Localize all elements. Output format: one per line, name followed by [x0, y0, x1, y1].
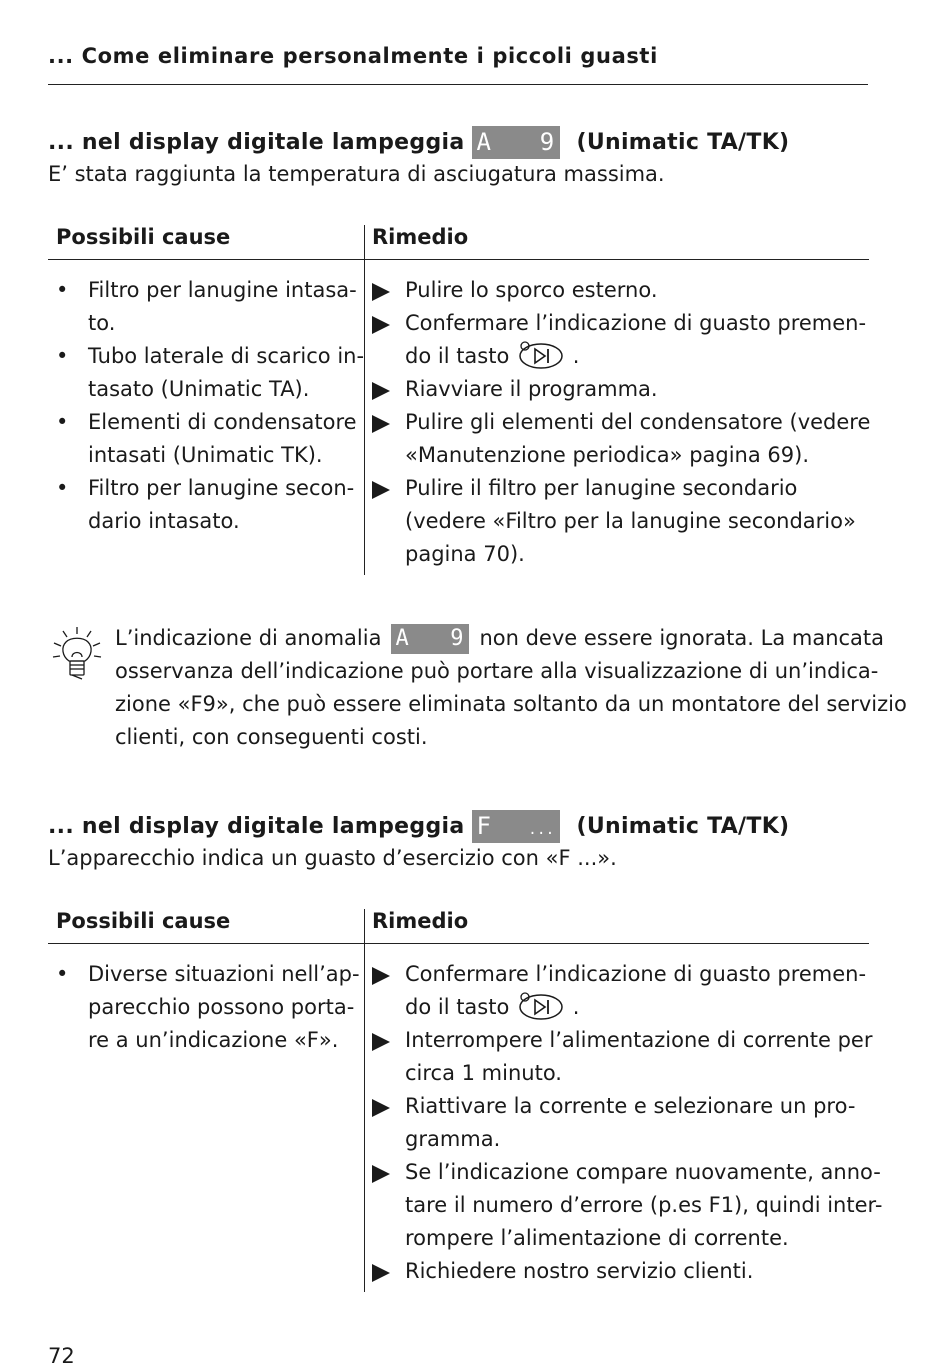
section1-model: (Unimatic TA/TK)	[576, 130, 790, 155]
lcd-right-char: 9	[450, 626, 464, 651]
remedy-line: Riattivare la corrente e selezionare un pro-	[405, 1094, 856, 1118]
remedy-line: Pulire gli elementi del condensatore (vedere	[405, 410, 871, 434]
arrow-bullet-icon	[372, 1165, 390, 1183]
remedy-line: Riavviare il programma.	[405, 377, 658, 401]
arrow-bullet-icon	[372, 382, 390, 400]
section2-intro: L’apparecchio indica un guasto d’esercizio con «F ...».	[48, 846, 617, 870]
start-pause-key-icon	[518, 992, 564, 1020]
page-title: ... Come eliminare personalmente i piccoli guasti	[48, 44, 658, 68]
section2-heading	[48, 810, 789, 843]
tip-line: zione «F9», che può essere eliminata soltanto da un montatore del servizio	[115, 692, 907, 716]
cause-line: tasato (Unimatic TA).	[88, 377, 310, 401]
lcd-left-char: F	[476, 812, 492, 840]
remedy-line: do il tasto	[405, 995, 510, 1019]
lcd-display-a9	[391, 624, 469, 654]
start-pause-key-icon	[518, 341, 564, 369]
section1-table-rule	[48, 259, 869, 260]
bullet-icon: •	[56, 962, 69, 986]
section1-heading-text: ... nel display digitale lampeggia	[48, 130, 465, 155]
remedy-line: .	[572, 995, 580, 1019]
remedy-line: do il tasto	[405, 344, 510, 368]
lcd-left-char: A	[476, 128, 492, 156]
cause-line: intasati (Unimatic TK).	[88, 443, 323, 467]
remedy-line: Pulire il filtro per lanugine secondario	[405, 476, 798, 500]
section2-heading-text: ... nel display digitale lampeggia	[48, 814, 465, 839]
cause-line: Filtro per lanugine secon-	[88, 476, 355, 500]
tip-text	[115, 622, 907, 754]
cause-line: dario intasato.	[88, 509, 240, 533]
cause-line: Elementi di condensatore	[88, 410, 357, 434]
remedy-line: .	[572, 344, 580, 368]
arrow-bullet-icon	[372, 1099, 390, 1117]
arrow-bullet-icon	[372, 415, 390, 433]
remedy-line: Pulire lo sporco esterno.	[405, 278, 658, 302]
arrow-bullet-icon	[372, 481, 390, 499]
lcd-right-char: ...	[528, 822, 555, 838]
remedy-line: circa 1 minuto.	[405, 1061, 562, 1085]
section2-remedy-header: Rimedio	[372, 909, 469, 933]
cause-line: Diverse situazioni nell’ap-	[88, 962, 360, 986]
lcd-display-f	[472, 810, 560, 843]
tip-line: L’indicazione di anomalia	[115, 626, 382, 650]
section1-heading	[48, 126, 789, 159]
lcd-display-a9	[472, 126, 560, 159]
bullet-icon: •	[56, 410, 69, 434]
arrow-bullet-icon	[372, 1264, 390, 1282]
section1-remedy-header: Rimedio	[372, 225, 469, 249]
page-number: 72	[48, 1344, 75, 1368]
lcd-left-char: A	[395, 626, 409, 651]
tip-line: non deve essere ignorata. La mancata	[479, 626, 885, 650]
tip-line: clienti, con conseguenti costi.	[115, 725, 428, 749]
arrow-bullet-icon	[372, 1033, 390, 1051]
title-divider	[48, 84, 868, 85]
section1-causes-header: Possibili cause	[56, 225, 231, 249]
remedy-line: tare il numero d’errore (p.es F1), quindi inter-	[405, 1193, 883, 1217]
remedy-line: Interrompere l’alimentazione di corrente per	[405, 1028, 873, 1052]
cause-line: re a un’indicazione «F».	[88, 1028, 339, 1052]
section2-model: (Unimatic TA/TK)	[576, 814, 790, 839]
remedy-line: Richiedere nostro servizio clienti.	[405, 1259, 754, 1283]
tip-line: osservanza dell’indicazione può portare alla visualizzazione di un’indica-	[115, 659, 879, 683]
bullet-icon: •	[56, 278, 69, 302]
arrow-bullet-icon	[372, 316, 390, 334]
cause-line: to.	[88, 311, 116, 335]
cause-line: Tubo laterale di scarico in-	[88, 344, 365, 368]
cause-line: Filtro per lanugine intasa-	[88, 278, 357, 302]
remedy-line: «Manutenzione periodica» pagina 69).	[405, 443, 810, 467]
bullet-icon: •	[56, 476, 69, 500]
remedy-line: rompere l’alimentazione di corrente.	[405, 1226, 789, 1250]
remedy-line: Confermare l’indicazione di guasto premen-	[405, 311, 867, 335]
section1-intro: E’ stata raggiunta la temperatura di asciugatura massima.	[48, 162, 665, 186]
lcd-right-char: 9	[539, 128, 555, 156]
bullet-icon: •	[56, 344, 69, 368]
lightbulb-icon	[50, 623, 104, 683]
remedy-line: Se l’indicazione compare nuovamente, anno-	[405, 1160, 881, 1184]
cause-line: parecchio possono porta-	[88, 995, 355, 1019]
remedy-line: pagina 70).	[405, 542, 525, 566]
remedy-line: (vedere «Filtro per la lanugine secondario»	[405, 509, 856, 533]
arrow-bullet-icon	[372, 967, 390, 985]
arrow-bullet-icon	[372, 283, 390, 301]
remedy-line: gramma.	[405, 1127, 501, 1151]
remedy-line: Confermare l’indicazione di guasto premen-	[405, 962, 867, 986]
section2-table-rule	[48, 943, 869, 944]
section2-causes-header: Possibili cause	[56, 909, 231, 933]
